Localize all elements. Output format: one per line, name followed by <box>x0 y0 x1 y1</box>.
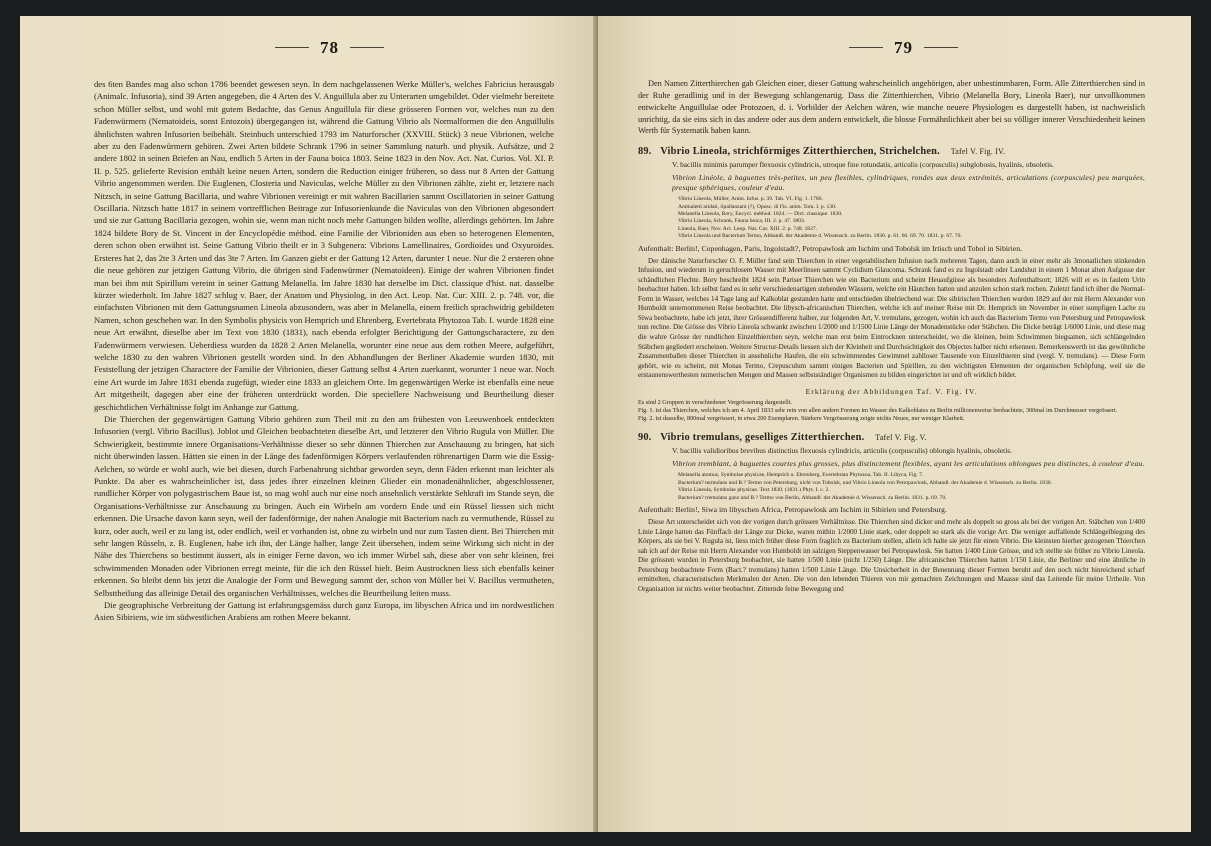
synonym: Vibrio Lineola und Bacterium Termo, Abhandl. der Akademie d. Wissensch. zu Berlin. 1830. p. 61. 66. 69. 70. 1831. p. 67. 70. <box>678 233 962 240</box>
french-diagnosis: Vibrion tremblant, à baguettes courtes plus grosses, plus distinctement flexibles, ayant les articulations oblongues peu distinctes, à couleur d'eau. <box>672 459 1145 469</box>
left-page <box>20 16 598 832</box>
section-body <box>638 518 1145 594</box>
plate-explanation-heading: Erklärung der Abbildungen Taf. V. Fig. IV. <box>805 386 978 396</box>
synonym: Animaletti aridati, Spallanzani (?), Opusc. di Fis. anim. Tom. I. p. 130. <box>678 203 837 210</box>
paragraph: Die Thierchen der gegenwärtigen Gattung Vibrio gehören zum Theil mit zu den am frühesten von Leeuwenhoek entdeckten Infusorien (vergl. Vibrio Bacillus). Joblot und Gleichen beobachteten dieselbe Art, und letzterer den Vibrio Rugula von Müller. Die Schwierigkeit, bestimmte innere Organisations-Verhältnisse dieser so sehr dünnen Thierchen zur Anschauung zu bringen, hat sich nicht überwinden lassen. Hätten sie einen in der Länge des fadenförmigen Körpers verlaufenden röhrenartigen Darm wie die Essig-Aelchen, so würde er wohl auch, wie bei diesen, durch Farbenahrung sichtbar geworden seyn, denn Fäden erkennt man leichter als Punkte. Da aber es wahrscheinlicher ist, dass jedes ihrer einzelnen kleinen Glieder ein monadenähnlicher, abgeschlossener, rundlicher Körper von polygastrischem Baue ist, so mag wohl auch nur eine noch ansehnlich verstärkte Sehkraft im Stande seyn, die Organisations-Verhältnisse zur Anschauung zu bringen. Auch ein Wirbeln am vordern Ende und ein Rüssel liessen sich nicht erkennen. Die Ursache davon kann seyn, weil der fadenförmige, der nahen Analogie mit Bacterium nach zu vermuthende, Rüssel zu kurz, oder auch, weil er zu lang ist, oder endlich, weil er vorhanden ist, ohne zu wirbeln und nur zum Tasten dient. Bei Thierchen mit sehr langen Rüsseln, z. B. Euglenen, habe ich ihn, der Länge halber, lange Zeit übersehen, indem seine Wirkung sich nicht in der Nähe des Thierchens so bestimmt äussert, als in einiger Ferne davon, wo ich immer Wirbel sah, diese aber von sehr kleinen, frei schwimmenden Monaden oder Vibrionen erregt meinte, für die ich den Rüssel hielt. Beim Austrocknen liess sich ebenfalls keiner erkennen. So bleibt denn bis jetzt die Analogie der Form und Bewegung sammt der, schon von Müller bei V. Bacillus vermutheten, Selbsttheilung das alleinige Detail des organischen Verhältnisses, welches die Beurtheilung leiten muss. <box>94 413 554 598</box>
section-number: 90. <box>638 432 652 444</box>
right-page <box>598 16 1191 832</box>
habitat: Aufenthalt: Berlin!, Copenhagen, Paris, Ingolstadt?, Petropawlosk am Ischim und Tobolsk im Irtisch und Tobol in Sibirien. <box>638 243 1023 253</box>
synonym: Lineola, Baer, Nov. Act. Leop. Nat. Cur. XIII. 2. p. 748. 1827. <box>678 225 818 232</box>
page-number: 79 <box>894 38 913 57</box>
latin-diagnosis: V. bacillis minimis parumper flexuosis cylindricis, utroque fine rotundatis, articulis (corpusculis) subglobosis, hyalinis, obsoletis. <box>672 160 1054 170</box>
plate-line: Fig. 2. ist dasselbe, 800mal vergrössert, in etwa 200 Exemplaren. Stärkere Vergrösserung zeigte nichts Neues, nur weniger Klarheit. <box>638 415 965 423</box>
species-section-89 <box>638 146 1145 381</box>
plate-line: Fig. 1. ist das Thierchen, welches ich am 4. April 1833 sehr rein von allen andern Formen im Wasser des Kalkoblates zu Berlin millionenweise beobachtete, 300mal im Durchmesser vergrössert. <box>638 406 1118 414</box>
section-number: 89. <box>638 146 652 158</box>
intro <box>638 78 1145 137</box>
section-body <box>638 257 1145 381</box>
page-number: 78 <box>320 38 339 57</box>
synonym: Vibrio Lineola, Müller, Anim. Infus. p. 39. Tab. VI. Fig. 1. 1786. <box>678 196 823 203</box>
synonym: Vibrio Lineola, Schrank, Fauna boica, III. 2. p. 47. 1803. <box>678 218 806 225</box>
plate-reference: Tafel V. Fig. IV. <box>950 147 1006 157</box>
plate-line: Es sind 2 Gruppen in verschiedener Vergrösserung dargestellt. <box>638 398 792 406</box>
section-title: Vibrio Lineola, strichförmiges Zitterthierchen, Strichelchen. <box>660 146 940 158</box>
synonym: Melanella atomus, Symbolae physicae, Hemprich u. Ehrenberg, Evertebrata Phytozoa, Tab. II. Libyca, Fig. 7. <box>678 472 924 479</box>
plate-explanation-lines <box>638 399 1145 424</box>
habitat: Aufenthalt: Berlin!, Siwa im libyschen Africa, Petropawlosk am Ischim in Sibirien und Petersburg. <box>638 505 947 514</box>
paragraph: Den Namen Zitterthierchen gab Gleichen einer, dieser Gattung wahrscheinlich angehörigen, aber unbestimmbaren, Form. Alle Zitterthierchen sind in der Ruhe geradlinig und in der Bewegung schlangenartig. Dass die Zitterthierchen, Vibrio (Melanella Bory, Lineola Baer), nur unvollkommen entwickelte Anguillulae oder Protozoen, d. i. Vorbilder der Aelchen wären, wie manche neuere Physiologen es dargestellt haben, ist nachweislich unrichtig, da sie eins sich in das andere oder aus dem andern entwickelt, die blosse Formähnlichkeit aber bei so völliger innerer Verschiedenheit keinen Werth für Systematik haben kann. <box>638 79 1145 136</box>
paragraph: des 6ten Bandes mag also schon 1786 beendet gewesen seyn. In dem nachgelassenen Werke Müller's, welches Fabricius herausgab (Animalc. Infusoria), sind 39 Arten angegeben, die 4 Arten des V. Anguillula aber zu Unterarten umgebildet. Oder vielmehr bereitete schon Müller selbst, und wohl mit gutem Bedachte, das Genus Anguillula für diese grösseren Formen vor, welches nun zu den Fadenwürmern (Nematoideis, sonst Entozois) übergegangen ist, während die Gattung Vibrio als Normalformen die den Anguillulis ähnlichsten wahren Infusorien beibehält. Steinbuch unterschied 1793 im Naturforscher (XXVIII. Stück) 3 neue Vibrionen, welche aber zu den Fadenwürmern gehören. Zwei Arten bildete Schrank 1796 in seiner Sammlung naturh. und physik. Aufsätze, und 2 andere 1802 in seinen Briefen an Nau, endlich 5 Arten in der Fauna boica 1803. Seine 1823 in den Nov. Act. Nat. Curios. Vol. XI. P. II. p. 525. gelieferte Revision enthält keine neuen Arten, sondern die Reduction einiger früheren, so dass nur 8 Arten der Gattung Vibrio angenommen werden. Die Euglenen, Closteria und Naviculas, welche Müller zu den Vibrionen zählte, zieht er, letztere nach Nitzsch, in seine Gattung Bacillaria, und wahre Vibrionen vereinigt er mit wahren Bacillarien sammt Oscillatorien in seiner Gattung Oscillaria. Nitzsch hatte 1817 in seinem vortrefflichen Beitrage zur Infusorienkunde die Naviculas von den Vibrionen abgesondert und sie zur Gattung Bacillaria gezogen, wohin sie, wenn man nicht noch mehr Gattungen bilden wollte, allerdings gehörten. Im Jahre 1824 bildete Bory de St. Vincent in der Encyclopédie méthod. eine Familie der Vibrioniden aus eben so heterogenen Elementen, deren schon oben erwähnt ist. Seine Gattung Vibrio theilt er in 3 Subgenera: Vibrions Lamellinaires, Gordioides und Oxyuroides. Ersteres hat 2, das 2te 3 Arten und das 3te 7 Arten. Im Ganzen giebt er der Gattung 12 Arten, darunter 1 neue. Nur die 2 ersteren ohne die neue gehören zur jetzigen Gattung Vibrio, die übrigen sind Fadenwürmer (Nematoideen). Einige der wahren Vibrionen findet man bei ihm mit Spirillum vereint in seiner Gattung Melanella. Im Jahre 1830 hat derselbe im Dict. classique d'hist. nat. dasselbe kürzer wiederholt. Im Jahre 1827 schlug v. Baer, der Anatom und Physiolog, in den Act. Leop. Nat. Cur. XIII. 2. p. 748. vor, die einfachsten Vibrionen mit dem Gattungsnamen Lineola abzusondern, was aber in Melanella, einem freilich sprachwidrig gebildeten Namen, schon geschehen war. In den Symbolis physicis von Hemprich und Ehrenberg, Evertebrata Phytozoa Tab. I. wurde 1828 eine neue Art erwähnt, dieselbe aber im Text von 1830 (1831), nach ebenda erfolgter Berichtigung der Gattungscharactere, zu den Fadenwürmern verwiesen. Ueberdiess wurden da 1828 2 Arten Melanella, worunter eine neue aus dem rothen Meere, aufgeführt, welche 1830 zu den wahren Vibrionen gestellt worden sind. In den Abhandlungen der Berliner Akademie wurden 1830, mit Feststellung der jetzigen Charactere der Familie der Vibrionien, dieser Gattung selbst 4 Arten zuerkannt, worunter 1 neue war. Noch eine Art wurde im Jahre 1831 ebenda zugefügt, wieder eine 1833 an gleichem Orte. Im gegenwärtigen Werke ist ebenfalls eine neue Art mitgetheilt, dagegen aber eine der früheren unterdrückt worden. Die speciellere Nachweisung und Beurtheilung dieser geschichtlichen Verhältnisse folgt im Anhange zur Gattung. <box>94 79 554 412</box>
french-diagnosis: Vibrion Linéole, à baguettes très-petites, un peu flexibles, cylindriques, rondes aux deux extrémités, articulations (corpuscules) peu marquées, presque sphériques, couleur d'eau. <box>672 173 1145 193</box>
synonym-list <box>678 196 1145 240</box>
paragraph: Die geographische Verbreitung der Gattung ist erfahrungsgemäss durch ganz Europa, im libyschen Africa und im nordwestlichen Asien Sibiriens, wie im südwestlichen Arabiens am rothen Meere bekannt. <box>94 600 554 623</box>
paragraph: Diese Art unterscheidet sich von der vorigen durch grössere Verhältnisse. Die Thierchen sind dicker und mehr als doppelt so gross als bei der vorigen Art. Stäbchen von 1/400 Linie Länge hatten das Fünffach der Länge zur Dicke, waren mithin 1/2000 Linie stark, oder doppelt so stark als die vorige Art. Die weniger auffallende Schlängelbiegung des Körpers, als sie bei V. Rugula ist, liess mich früher diese Form fraglich zu Bacterium stellen, allein ich halte sie jetzt für einen Vibrio. Die kleinsten hierher gezogenen Thierchen sah ich auf der Reise mit Herrn Alexander von Humboldt im salzigen Steppenwasser bei Petropawlosk. Sie hatten 1/400 Linie Grösse, und ich stellte sie früher zu Vibrio Lineola. Die grössten wurden in Petersburg beobachtet, sie hatten 1/500 Linie (nicht 1/250) Länge. Die africanischen Thierchen hatten 1/150 Linie, die Berliner und eine ähnliche in Petersburg beobachtete Form (Bact.? tremulans) hatten 1/500 Linie Länge. Die Unsicherheit in der Benennung dieser Formen beruht auf den noch nicht hinreichend scharf ermittelten, characteristischen Merkmalen der Arten. Die von den lebenden Thieren von mir gemachten Zeichnungen und Maasse sind das Leitende für meine Urtheile. Von Organisation ist nichts weiter beobachtet. Zitternde feine Bewegung und <box>638 518 1145 593</box>
section-heading <box>638 432 1145 443</box>
plate-reference: Tafel V. Fig. V. <box>875 433 927 443</box>
latin-diagnosis: V. bacillis validioribus brevibus distinctius flexuosis cylindricis, articulis (corpusculis) oblongis hyalinis, obsoletis. <box>672 446 1013 456</box>
plate-explanation <box>638 387 1145 424</box>
synonym-list <box>678 472 1145 502</box>
synonym: Melanella Lineola, Bory, Encycl. méthod. 1824. — Dict. classique. 1830. <box>678 211 843 218</box>
species-section-90 <box>638 432 1145 594</box>
section-title: Vibrio tremulans, geselliges Zitterthierchen. <box>660 432 865 444</box>
synonym: Bacterium? tremulans ganz und B.? Termo von Berlin, Abhandl. der Akademie d. Wissensch. zu Berlin. 1831. p. 69. 70. <box>678 494 947 501</box>
section-heading <box>638 146 1145 157</box>
synonym: Bacterium? termulans und B.? Termo von Petersburg, nicht von Tobolsk, und Vibrio Lineola von Petropawlosk, Abhandl. der Akademie d. Wissensch. zu Berlin. 1830. <box>678 479 1052 486</box>
left-body <box>94 78 554 624</box>
paragraph: Der dänische Naturforscher O. F. Müller fand sein Thierchen in einer vegetabilischen Infusion nach mehreren Tagen, dann auch in einer mehr als 3monatlichen stinkenden Infusion, und wiederum in geruchlosem Wasser mit Meerlinsen sammt Cyclidium Glaucoma. Schrank fand es zu Ingolstadt oder Landshut in einem 1 Monat alten Aufgusse der schändlichen Flechte. Bory beschreibt 1824 sein Pariser Thierchen wie ein Bacterium und scheint Heuaufgüsse als besonders Aufenthaltsort; 1826 will er es in faulem Urin beobachtet haben. Ich selbst fand es in sehr verschiedenartigen stehenden Wässern, welche ein Häutchen hatten und anzulen schon stark rochen. Zuletzt fand ich über die Normal-Form in Wasser, welches 14 Tage lang auf Kalkoblat gestanden hatte und entschieden übelriechend war. Die sibirischen Thierchen wurden 1829 auf der mit Herrn Alexander von Humboldt unternommenen Reise beobachtet. Die libysch-africanischen Thierchen, welche ich auf meiner Reise mit Dr. Hemprich im November in einer sumpfigen Lache zu Siwa beobachtete, habe ich jetzt, ihrer Grössendifferenz halber, zur folgenden Art, V. tremulans, gezogen, wohin ich auch das Bacterium Termo von Petersburg und Petropawlosk nun rechne. Die Grösse des Vibrio Lineola schwankt zwischen 1/2000 und 1/1500 Linie Länge der Monadenstücke oder Stäbchen. Die Dicke beträgt 1/6000 Linie, und diese mag die wahre Grösse der rundlichen Einzelthierchen seyn, welche man erst beim Eintrocknen unterscheidet, wo die kleinen, beim Schwimmen biegsamen, sich schlängelnden Stäbchen gegliedert erscheinen. Weitere Structur-Details liessen sich der Kleinheit und Durchsichtigkeit des Objectes halber nicht erkennen. Bemerkenswerth ist das gewöhnliche Zusammenballen dieser Thierchen in ansehnliche Haufen, die ein schwimmendes Gewimmel zahlloser Tausende von Einzelthieren sind (vergl. V. tremulans). — Diese Form gehört, wie es scheint, mit Monas Termo, Crepusculum sammt einigen Bacterien und Spirillen, zu den wichtigsten Elementen der organischen Schöpfung, weil sie die erstaunenswerthesten numerischen Mengen und Massen selbstständiger Organismen zu bilden eingerichtet ist und oft wirklich bildet. <box>638 256 1145 380</box>
synonym: Vibrio Lineola, Symbolae physicae. Text 1830. (1831.) Phyt. I. c. 2. <box>678 487 830 494</box>
